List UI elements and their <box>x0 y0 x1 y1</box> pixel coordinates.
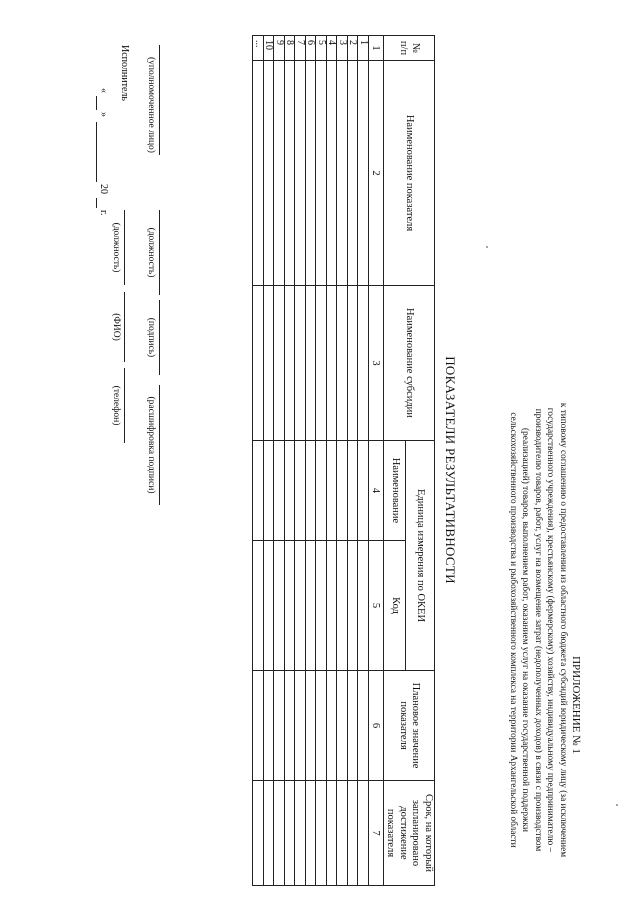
column-number: 1 <box>369 36 384 61</box>
appendix-subtitle-line: к типовому соглашению о предоставлении из областного бюджета субсидий юридическому лицу (за исключением <box>558 402 568 858</box>
column-number: 6 <box>369 671 384 781</box>
column-number: 3 <box>369 286 384 441</box>
header-subsidy: Наименование субсидии <box>384 286 435 441</box>
row-number: 8 <box>285 36 296 61</box>
table-row <box>264 36 275 886</box>
table-row <box>316 36 327 886</box>
appendix-subtitle-line: сельскохозяйственного производства и рыбохозяйственного комплекса на территории Архангельской области <box>507 412 518 848</box>
table-row <box>358 36 369 886</box>
header-unit-code: Код <box>384 541 406 671</box>
column-number: 2 <box>369 61 384 286</box>
table-row <box>274 36 285 886</box>
exec-fio-caption: (ФИО) <box>111 313 121 341</box>
header-num: № п/п <box>384 36 435 61</box>
document-title: ПОКАЗАТЕЛИ РЕЗУЛЬТАТИВНОСТИ <box>443 356 458 584</box>
row-number: 2 <box>348 36 359 61</box>
authorized-line <box>159 45 160 155</box>
exec-position-caption: (должность) <box>111 222 121 273</box>
header-indicator: Наименование показателя <box>384 61 435 286</box>
column-number: 5 <box>369 541 384 671</box>
authorized-label: (уполномоченное лицо) <box>146 57 156 153</box>
column-numbers-row <box>369 36 384 886</box>
decode-line <box>159 385 160 505</box>
table-row <box>348 36 359 886</box>
indicators-table <box>253 35 436 886</box>
table-row <box>295 36 306 886</box>
decode-caption: (расшифровка подписи) <box>146 396 156 494</box>
position-line <box>159 210 160 295</box>
date-year-line <box>96 198 97 208</box>
row-number: 5 <box>316 36 327 61</box>
table-row <box>327 36 338 886</box>
exec-position-line <box>124 210 125 285</box>
column-number: 7 <box>369 781 384 886</box>
appendix-subtitle <box>506 380 569 880</box>
header-deadline: Срок, на который запланировано достижение показателя <box>384 781 435 886</box>
row-number: 1 <box>358 36 369 61</box>
date-month-line <box>96 122 97 182</box>
appendix-subtitle-line: производителю товаров, работ, услуг на возмещение затрат (недополученных доходов) в связи с производством <box>532 408 543 852</box>
exec-fio-line <box>124 292 125 362</box>
signature-line <box>159 300 160 375</box>
date-close-quote: » <box>98 112 109 117</box>
appendix-title: ПРИЛОЖЕНИЕ № 1 <box>570 656 582 754</box>
column-number: 4 <box>369 441 384 541</box>
appendix-subtitle-line: (реализацией) товаров, выполнением работ, оказанием услуг на оказание государственной поддержки <box>520 428 531 832</box>
row-number: 6 <box>306 36 317 61</box>
row-number: 7 <box>295 36 306 61</box>
exec-phone-line <box>124 368 125 443</box>
row-number: 3 <box>337 36 348 61</box>
date-year: 20 <box>98 184 109 194</box>
date-suffix: г. <box>98 210 109 216</box>
date-day-line <box>96 96 97 110</box>
row-number: 10 <box>264 36 275 61</box>
scan-speck <box>486 246 488 248</box>
row-number: 4 <box>327 36 338 61</box>
header-unit-name: Наименование <box>384 441 406 541</box>
signature-caption: (подпись) <box>146 317 156 358</box>
table-row <box>306 36 317 886</box>
table-row <box>285 36 296 886</box>
scan-speck <box>616 804 618 806</box>
table-row <box>337 36 348 886</box>
executor-label: Исполнитель <box>119 45 130 101</box>
table-row <box>253 36 264 886</box>
row-number: 9 <box>274 36 285 61</box>
position-caption: (должность) <box>146 227 156 278</box>
header-planned: Плановое значение показателя <box>384 671 435 781</box>
exec-phone-caption: (телефон) <box>111 385 121 426</box>
header-unit-group: Единица измерения по ОКЕИ <box>405 441 434 671</box>
date-open-quote: « <box>98 88 109 93</box>
row-number: ... <box>253 36 264 61</box>
appendix-subtitle-line: государственного учреждения), крестьянскому (фермерскому) хозяйству, индивидуальному предпринимателю – <box>545 407 556 853</box>
